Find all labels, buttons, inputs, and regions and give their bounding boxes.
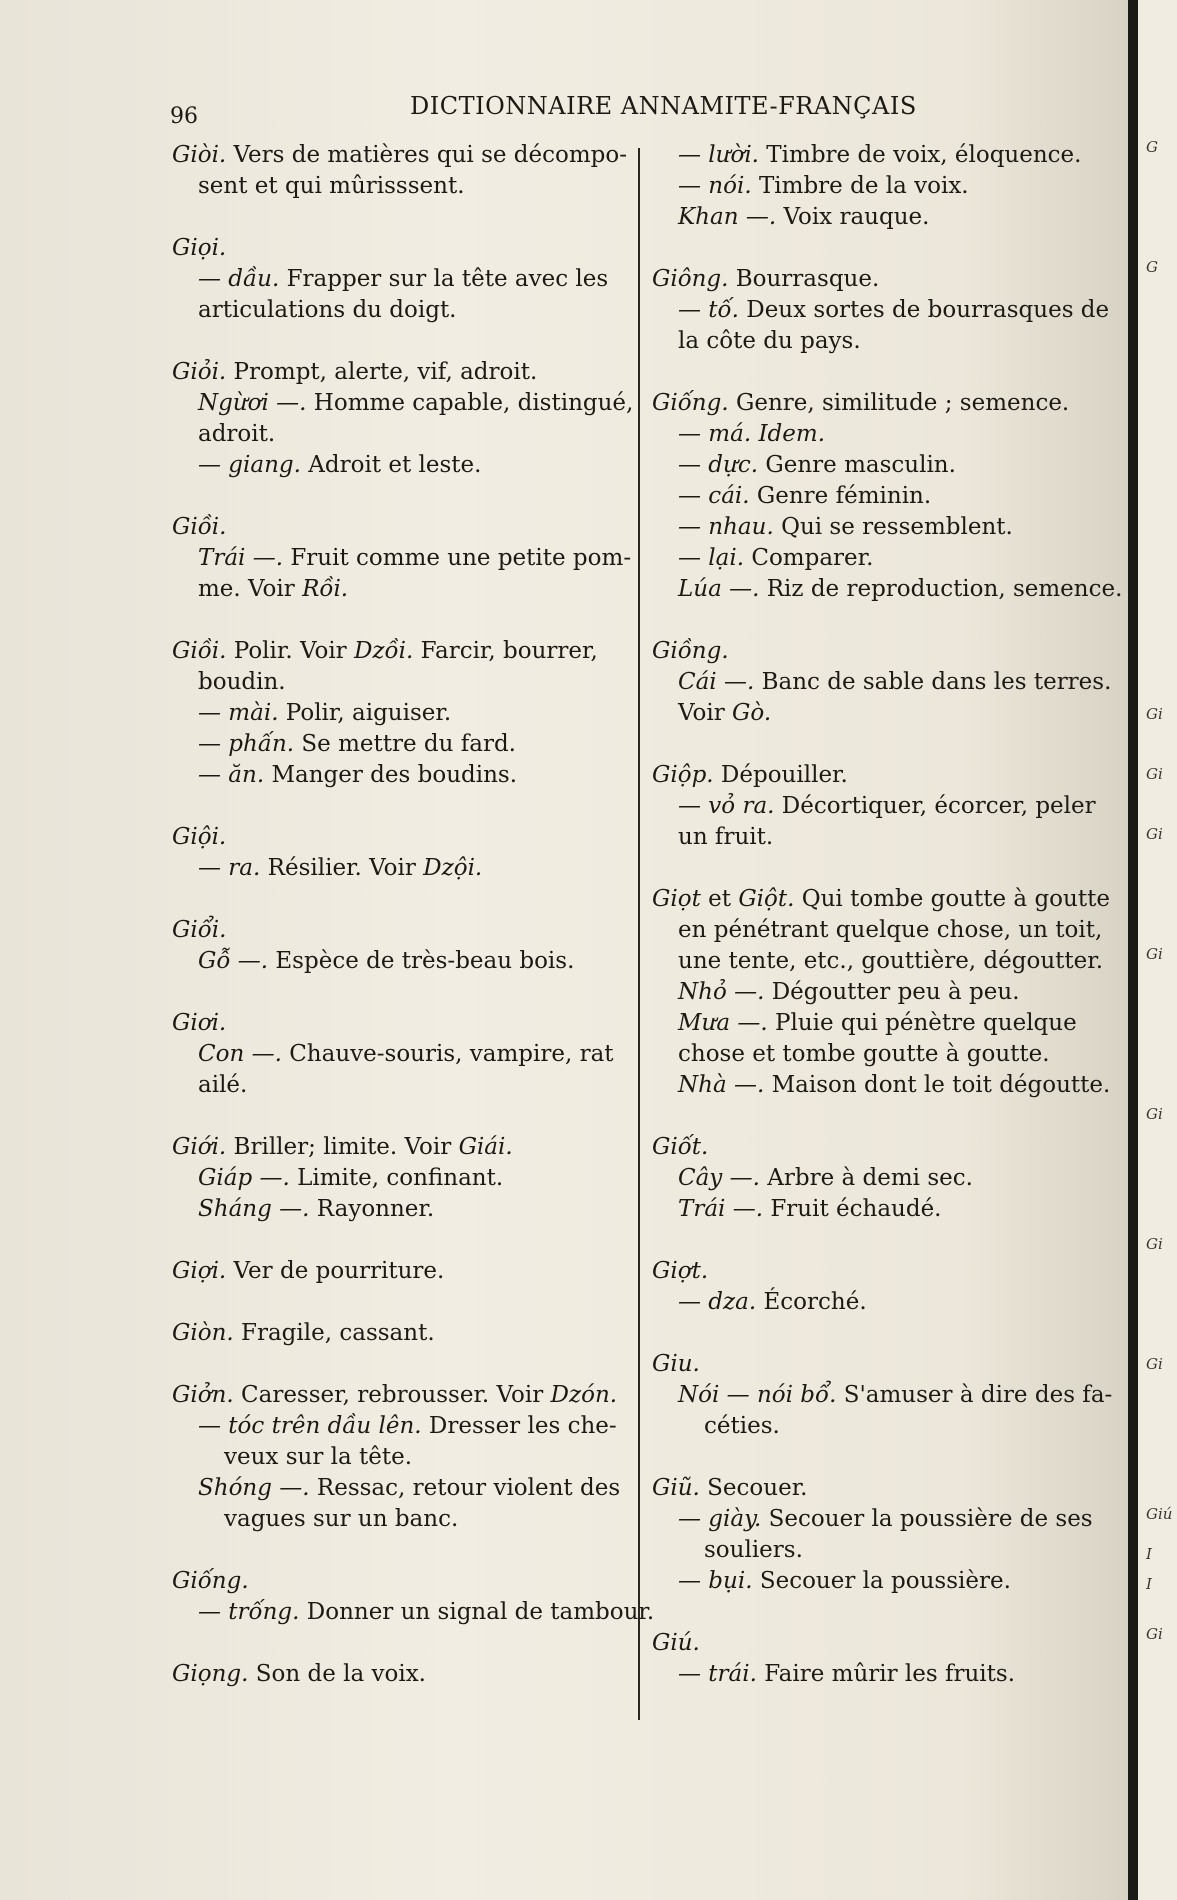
headword: — dực. [678, 452, 759, 478]
edge-text-fragment: Gi [1146, 1355, 1163, 1373]
entry-line [172, 1008, 647, 1039]
dictionary-entry [172, 1380, 647, 1535]
entry-line [652, 512, 1122, 543]
entry-line [172, 822, 647, 853]
entry-line [172, 853, 647, 884]
definition-text: Décortiquer, écorcer, peler [774, 793, 1096, 819]
headword: Giòn. [172, 1320, 234, 1346]
entry-line [652, 264, 1122, 295]
entry-line [172, 915, 647, 946]
headword: — tố. [678, 297, 739, 323]
entry-line [172, 171, 647, 202]
definition-text: veux sur la tête. [224, 1444, 413, 1470]
entry-line [172, 264, 647, 295]
entry-line [652, 574, 1122, 605]
headword: Cái —. [678, 669, 755, 695]
definition-text: Rayonner. [309, 1196, 435, 1222]
definition-text: Deux sortes de bourrasques de [738, 297, 1110, 323]
definition-text: Faire mûrir les fruits. [756, 1661, 1016, 1687]
entry-line [652, 1411, 1122, 1442]
definition-text: Prompt, alerte, vif, adroit. [226, 359, 538, 385]
entry-line [172, 233, 647, 264]
entry-line [172, 295, 647, 326]
definition-text: Fruit échaudé. [763, 1196, 942, 1222]
entry-line [172, 946, 647, 977]
dictionary-entry [652, 1473, 1122, 1597]
definition-text: Genre masculin. [758, 452, 956, 478]
dictionary-entry [652, 140, 1122, 233]
headword: — mài. [198, 700, 279, 726]
running-head-title: DICTIONNAIRE ANNAMITE-FRANÇAIS [410, 92, 917, 120]
definition-text: me. Voir [198, 576, 303, 602]
definition-text: Pluie qui pénètre quelque [767, 1010, 1077, 1036]
definition-text: Adroit et leste. [300, 452, 482, 478]
entry-line [172, 1597, 655, 1628]
headword: — dza. [678, 1289, 757, 1315]
entry-line [652, 481, 1122, 512]
entry-line [172, 1659, 647, 1690]
definition-text: Maison dont le toit dégoutte. [764, 1072, 1111, 1098]
headword: Giỏi. [172, 359, 227, 385]
dictionary-entry [652, 760, 1122, 853]
entry-line [652, 884, 1122, 915]
dictionary-entry [172, 1132, 647, 1225]
edge-text-fragment: Giú [1146, 1505, 1173, 1523]
entry-line [652, 450, 1122, 481]
entry-line [172, 1070, 647, 1101]
entry-line [652, 1659, 1122, 1690]
headword: — lười. [678, 142, 759, 168]
dictionary-entry [172, 822, 647, 884]
headword: Mưa —. [678, 1010, 768, 1036]
definition-text: Donner un signal de tambour. [299, 1599, 655, 1625]
italic-reference: Rồi. [302, 576, 349, 602]
headword: Giồng. [652, 638, 729, 664]
entry-line [652, 1349, 1122, 1380]
headword: — nhau. [678, 514, 774, 540]
definition-text: Se mettre du fard. [294, 731, 516, 757]
entry-line [652, 1039, 1122, 1070]
definition-text: chose et tombe goutte à goutte. [678, 1041, 1050, 1067]
definition-text: vagues sur un banc. [224, 1506, 459, 1532]
definition-text: Farcir, bourrer, [413, 638, 598, 664]
edge-text-fragment: Gi [1146, 1625, 1163, 1643]
definition-text: Timbre de voix, éloquence. [759, 142, 1082, 168]
dictionary-entry [172, 357, 647, 481]
entry-line [172, 760, 647, 791]
definition-text: Riz de reproduction, semence. [759, 576, 1123, 602]
headword: Nhỏ —. [678, 979, 765, 1005]
definition-text: Timbre de la voix. [751, 173, 969, 199]
entry-line [652, 171, 1122, 202]
headword: Giọt [652, 886, 701, 912]
entry-line [172, 667, 647, 698]
headword: Giọi. [172, 235, 227, 261]
entry-line [652, 543, 1122, 574]
headword: — tóc trên dầu lên. [198, 1413, 422, 1439]
headword: Trái —. [678, 1196, 764, 1222]
definition-text: Homme capable, distingué, [306, 390, 634, 416]
page-number: 96 [170, 104, 198, 129]
definition-text: Caresser, rebrousser. Voir [233, 1382, 551, 1408]
definition-text: articulations du doigt. [198, 297, 457, 323]
headword: Giới. [172, 1134, 227, 1160]
adjacent-page-edge [1128, 0, 1177, 1900]
entry-line [652, 1566, 1122, 1597]
definition-text: Secouer. [699, 1475, 808, 1501]
definition-text: Polir, aiguiser. [278, 700, 452, 726]
entry-line [652, 1194, 1122, 1225]
headword: Trái —. [198, 545, 284, 571]
headword: Giống. [172, 1568, 249, 1594]
headword: Giồi. [172, 638, 227, 664]
headword: Cây —. [678, 1165, 760, 1191]
dictionary-entry [652, 884, 1122, 1101]
edge-text-fragment: I [1146, 1545, 1152, 1563]
definition-text: Genre féminin. [749, 483, 932, 509]
definition-text: Fruit comme une petite pom- [283, 545, 632, 571]
headword: Ngừơi —. [198, 390, 307, 416]
entry-line [172, 698, 647, 729]
dictionary-entry [172, 636, 647, 791]
definition-text: Résilier. Voir [260, 855, 424, 881]
headword: — nói. [678, 173, 752, 199]
entry-line [172, 729, 647, 760]
entry-line [652, 1504, 1122, 1535]
dictionary-entry [172, 1008, 647, 1101]
italic-reference: Gò. [732, 700, 772, 726]
definition-text: en pénétrant quelque chose, un toit, [678, 917, 1103, 943]
headword: Giũ. [652, 1475, 700, 1501]
dictionary-entry [172, 1566, 655, 1628]
entry-line [652, 946, 1122, 977]
dictionary-entry [172, 140, 647, 202]
headword: Con —. [198, 1041, 282, 1067]
definition-text: une tente, etc., gouttière, dégoutter. [678, 948, 1104, 974]
entry-line [652, 1256, 1122, 1287]
entry-line [652, 326, 1122, 357]
entry-line [652, 419, 1122, 450]
entry-line [652, 760, 1122, 791]
entry-line [652, 140, 1122, 171]
headword: — cái. [678, 483, 750, 509]
headword: — bụi. [678, 1568, 753, 1594]
entry-line [652, 636, 1122, 667]
headword: Shóng —. [198, 1475, 310, 1501]
entry-line [652, 388, 1122, 419]
entry-line [172, 1504, 647, 1535]
entry-line [652, 915, 1122, 946]
headword: Giồi. [172, 514, 227, 540]
definition-text: Frapper sur la tête avec les [279, 266, 609, 292]
headword: Lúa —. [678, 576, 760, 602]
definition-text: Genre, similitude ; semence. [728, 390, 1070, 416]
dictionary-entry [172, 512, 647, 605]
definition-text: ailé. [198, 1072, 248, 1098]
headword: — má. [678, 421, 752, 447]
definition-text: Espèce de très-beau bois. [268, 948, 575, 974]
headword: — trống. [198, 1599, 300, 1625]
headword: — ăn. [198, 762, 265, 788]
dictionary-entry [652, 1256, 1122, 1318]
edge-text-fragment: Gi [1146, 1235, 1163, 1253]
definition-text: Secouer la poussière de ses [761, 1506, 1093, 1532]
left-column [172, 140, 655, 1721]
entry-line [172, 1411, 647, 1442]
headword: — phấn. [198, 731, 295, 757]
definition-text: Bourrasque. [728, 266, 880, 292]
headword: — lại. [678, 545, 745, 571]
definition-text: un fruit. [678, 824, 774, 850]
definition-text: Ver de pourriture. [226, 1258, 445, 1284]
headword: Giởn. [172, 1382, 234, 1408]
dictionary-entry [172, 1318, 647, 1349]
entry-line [172, 357, 647, 388]
entry-line [652, 1535, 1122, 1566]
italic-reference: Idem. [758, 421, 826, 447]
edge-text-fragment: Gi [1146, 945, 1163, 963]
definition-text: la côte du pays. [678, 328, 861, 354]
definition-text: Qui se ressemblent. [773, 514, 1013, 540]
headword: Giợt. [652, 1258, 709, 1284]
definition-text: Son de la voix. [248, 1661, 426, 1687]
entry-line [172, 388, 647, 419]
definition-text: boudin. [198, 669, 286, 695]
definition-text: et [700, 886, 739, 912]
italic-reference: Giột. [738, 886, 795, 912]
headword: — dầu. [198, 266, 280, 292]
entry-line [652, 791, 1122, 822]
headword: Gỗ —. [198, 948, 269, 974]
entry-line [172, 1039, 647, 1070]
headword: Giu. [652, 1351, 700, 1377]
dictionary-entry [652, 636, 1122, 729]
headword: — vỏ ra. [678, 793, 775, 819]
entry-line [652, 977, 1122, 1008]
edge-text-fragment: Gi [1146, 825, 1163, 843]
dictionary-entry [172, 1659, 647, 1690]
entry-line [652, 1473, 1122, 1504]
dictionary-entry [652, 1628, 1122, 1690]
entry-line [172, 1163, 647, 1194]
headword: Giông. [652, 266, 729, 292]
entry-line [652, 202, 1122, 233]
italic-reference: Dzồi. [353, 638, 414, 664]
page-gutter-shadow [1128, 0, 1138, 1900]
headword: Giộp. [652, 762, 714, 788]
entry-line [172, 1566, 647, 1597]
definition-text: Qui tombe goutte à goutte [794, 886, 1110, 912]
entry-line [172, 574, 647, 605]
entry-line [172, 1194, 647, 1225]
entry-line [172, 1473, 647, 1504]
edge-text-fragment: Gi [1146, 1105, 1163, 1123]
edge-text-fragment: G [1146, 258, 1158, 276]
headword: — giang. [198, 452, 301, 478]
entry-line [172, 1442, 647, 1473]
headword: Giợi. [172, 1258, 227, 1284]
definition-text: Banc de sable dans les terres. [754, 669, 1112, 695]
headword: — trái. [678, 1661, 757, 1687]
definition-text: Arbre à demi sec. [759, 1165, 973, 1191]
entry-line [172, 1256, 647, 1287]
edge-text-fragment: Gi [1146, 705, 1163, 723]
entry-line [652, 667, 1122, 698]
entry-line [172, 140, 647, 171]
entry-line [652, 1287, 1122, 1318]
headword: — giày. [678, 1506, 762, 1532]
headword: Sháng —. [198, 1196, 310, 1222]
definition-text: Briller; limite. Voir [226, 1134, 459, 1160]
headword: Nói — nói bổ. [678, 1382, 837, 1408]
italic-reference: Giái. [458, 1134, 513, 1160]
dictionary-entry [652, 264, 1122, 357]
definition-text: Chauve-souris, vampire, rat [281, 1041, 614, 1067]
definition-text: Dresser les che- [421, 1413, 617, 1439]
entry-line [652, 822, 1122, 853]
entry-line [172, 543, 647, 574]
dictionary-entry [172, 233, 647, 326]
headword: Giội. [172, 824, 227, 850]
entry-line [172, 512, 647, 543]
dictionary-entry [652, 1349, 1122, 1442]
entry-line [652, 1163, 1122, 1194]
definition-text: Vers de matières qui se décompo- [226, 142, 628, 168]
right-column [652, 140, 1122, 1721]
headword: — ra. [198, 855, 261, 881]
headword: Giổi. [172, 917, 227, 943]
headword: Giơi. [172, 1010, 227, 1036]
definition-text: Dépouiller. [713, 762, 848, 788]
definition-text: Manger des boudins. [264, 762, 518, 788]
dictionary-entry [172, 1256, 647, 1287]
definition-text: Dégoutter peu à peu. [764, 979, 1020, 1005]
italic-reference: Dzón. [550, 1382, 618, 1408]
headword: Khan —. [678, 204, 777, 230]
definition-text: Comparer. [744, 545, 874, 571]
dictionary-entry [172, 915, 647, 977]
definition-text: céties. [704, 1413, 780, 1439]
headword: Giú. [652, 1630, 700, 1656]
entry-line [172, 1132, 647, 1163]
definition-text: Voix rauque. [776, 204, 930, 230]
headword: Nhà —. [678, 1072, 765, 1098]
entry-line [172, 450, 647, 481]
edge-text-fragment: Gi [1146, 765, 1163, 783]
headword: Giáp —. [198, 1165, 290, 1191]
definition-text: adroit. [198, 421, 276, 447]
definition-text: Limite, confinant. [289, 1165, 504, 1191]
definition-text: sent et qui mûrisssent. [198, 173, 465, 199]
definition-text: souliers. [704, 1537, 803, 1563]
entry-line [172, 419, 647, 450]
headword: Giòi. [172, 142, 227, 168]
entry-line [652, 1008, 1122, 1039]
entry-line [652, 295, 1122, 326]
dictionary-entry [652, 388, 1122, 605]
entry-line [172, 636, 647, 667]
entry-line [652, 1628, 1122, 1659]
entry-line [652, 698, 1122, 729]
edge-text-fragment: I [1146, 1575, 1152, 1593]
definition-text: Secouer la poussière. [752, 1568, 1011, 1594]
definition-text: Polir. Voir [226, 638, 354, 664]
headword: Giọng. [172, 1661, 249, 1687]
italic-reference: Dzội. [423, 855, 483, 881]
entry-line [652, 1380, 1122, 1411]
definition-text: Voir [678, 700, 733, 726]
entry-line [172, 1380, 647, 1411]
edge-text-fragment: G [1146, 138, 1158, 156]
definition-text: Écorché. [756, 1289, 867, 1315]
definition-text: S'amuser à dire des fa- [836, 1382, 1113, 1408]
definition-text: Ressac, retour violent des [309, 1475, 621, 1501]
entry-line [652, 1070, 1122, 1101]
entry-line [652, 1132, 1122, 1163]
headword: Giốt. [652, 1134, 709, 1160]
entry-line [172, 1318, 647, 1349]
dictionary-entry [652, 1132, 1122, 1225]
definition-text: Fragile, cassant. [233, 1320, 435, 1346]
headword: Giống. [652, 390, 729, 416]
